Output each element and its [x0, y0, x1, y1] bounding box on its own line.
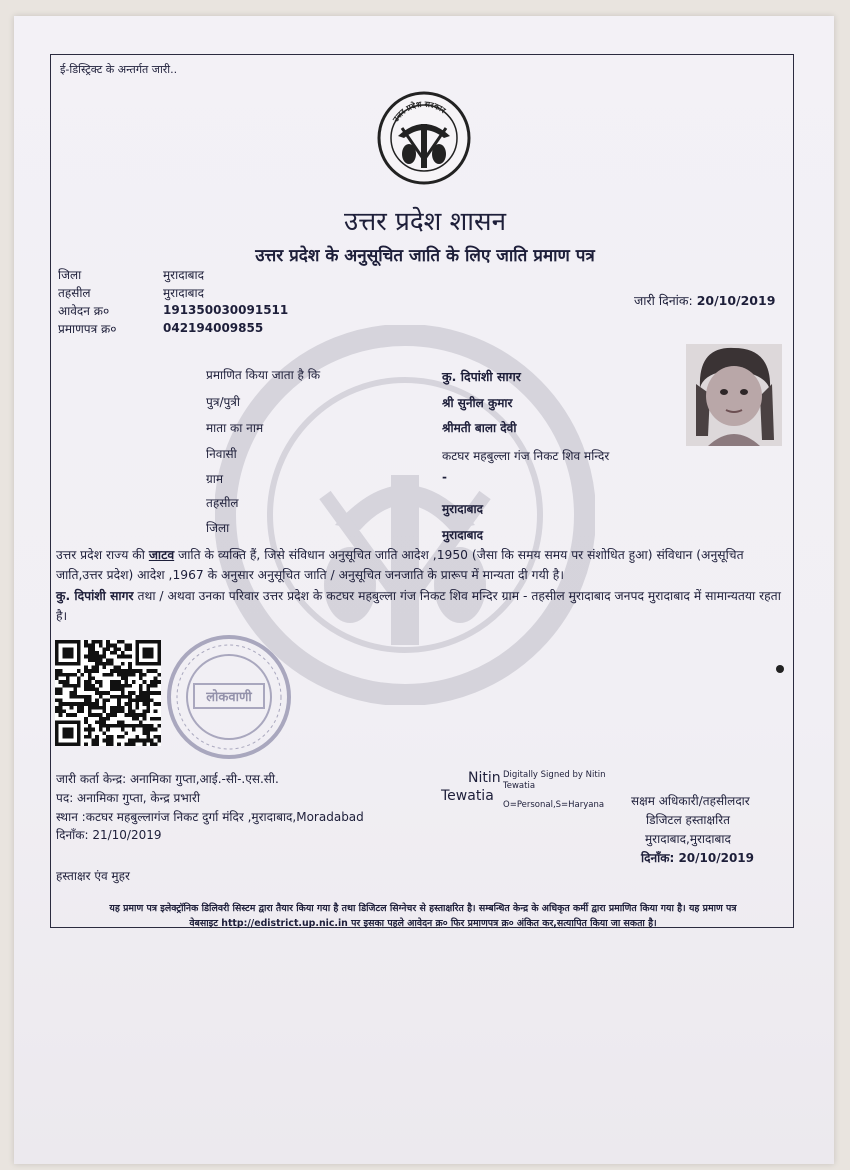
- detail-label-mother: माता का नाम: [206, 421, 264, 435]
- qr-code[interactable]: [55, 640, 161, 746]
- detail-label-village: ग्राम: [206, 472, 224, 486]
- detail-value-district: मुरादाबाद: [442, 528, 484, 542]
- detail-label-certified: प्रमाणित किया जाता है कि: [206, 368, 321, 382]
- footer-note-line-2: वेबसाइट http://edistrict.up.nic.in पर इसका पहले आवेदन क्र० फिर प्रमाणपत्र क्र० अंकित कर,सत्यापित किया जा सकता है।: [189, 918, 657, 929]
- residence-paragraph: [56, 586, 784, 626]
- signature-line-2: Tewatia: [503, 781, 536, 791]
- caste-statement-prefix: उत्तर प्रदेश राज्य की: [56, 548, 149, 562]
- issue-date-label: जारी दिनांक:: [634, 293, 693, 308]
- certificate-subtitle: उत्तर प्रदेश के अनुसूचित जाति के लिए जाति प्रमाण पत्र: [255, 246, 595, 266]
- page-title: उत्तर प्रदेश शासन: [343, 207, 507, 237]
- meta-value-certificate-no: 042194009855: [163, 321, 264, 335]
- detail-label-district: जिला: [206, 521, 230, 535]
- detail-value-mother: श्रीमती बाला देवी: [442, 421, 517, 435]
- detail-value-tehsil: मुरादाबाद: [442, 502, 484, 516]
- authority-title: सक्षम अधिकारी/तहसीलदार: [631, 794, 750, 808]
- detail-label-resident: निवासी: [206, 447, 237, 461]
- issuer-designation: पद: अनामिका गुप्ता, केन्द्र प्रभारी: [56, 791, 200, 805]
- meta-label-certificate-no: प्रमाणपत्र क्र०: [58, 322, 117, 336]
- sign-and-seal-label: हस्ताक्षर एंव मुहर: [56, 869, 130, 883]
- residence-statement: तथा / अथवा उनका परिवार उत्तर प्रदेश के कटघर महबुल्ला गंज निकट शिव मन्दिर ग्राम - तहसील मुरादाबाद जनपद मुरादाबाद में सामान्यतया रहता है।: [56, 589, 781, 623]
- meta-label-tehsil: तहसील: [58, 286, 91, 300]
- ink-dot: [776, 665, 784, 673]
- meta-value-district: मुरादाबाद: [163, 268, 205, 282]
- signer-first-name: Nitin: [468, 770, 501, 786]
- lokvani-stamp-icon: [164, 632, 294, 762]
- detail-value-father: श्री सुनील कुमार: [442, 396, 513, 410]
- meta-value-application-no: 191350030091511: [163, 303, 289, 317]
- meta-value-tehsil: मुरादाबाद: [163, 286, 205, 300]
- meta-label-district: जिला: [58, 268, 82, 282]
- caste-statement-paragraph: [56, 545, 784, 585]
- detail-value-address: कटघर महबुल्ला गंज निकट शिव मन्दिर: [442, 449, 610, 463]
- caste-name: जाटव: [148, 548, 175, 562]
- authority-digital-signed: डिजिटल हस्ताक्षरित: [646, 813, 730, 827]
- detail-value-name: कु. दिपांशी सागर: [442, 369, 521, 384]
- signer-last-name: Tewatia: [441, 788, 494, 804]
- residence-person-name: कु. दिपांशी सागर: [56, 589, 134, 603]
- stamp-text: लोकवाणी: [206, 690, 252, 705]
- issuer-location: स्थान :कटघर महबुल्लागंज निकट दुर्गा मंदिर ,मुरादाबाद,Moradabad: [56, 810, 364, 824]
- meta-label-application-no: आवेदन क्र०: [58, 304, 110, 318]
- issuer-date: दिनाँक: 21/10/2019: [56, 828, 162, 842]
- issue-date-value: 20/10/2019: [696, 293, 776, 308]
- issue-date: [634, 292, 775, 309]
- authority-date: दिनाँक: 20/10/2019: [641, 851, 755, 865]
- svg-text:उत्तर प्रदेश सरकार: उत्तर प्रदेश सरकार: [391, 99, 448, 124]
- applicant-photo: [686, 344, 782, 446]
- detail-label-tehsil: तहसील: [206, 496, 239, 510]
- caste-statement-suffix: जाति के व्यक्ति हैं, जिसे संविधान अनुसूचित जाति आदेश ,1950 (जैसा कि समय समय पर संशोधित हुआ) संविधान (अनुसूचित जाति,उत्तर प्रदेश) आदेश ,1967 के अनुसार अनुसूचित जाति / अनुसूचित जनजाति के प्रारूप में मान्यता दी गयी है।: [56, 548, 744, 582]
- authority-location: मुरादाबाद,मुरादाबाद: [645, 832, 731, 846]
- detail-label-child-of: पुत्र/पुत्री: [206, 395, 241, 409]
- issuing-center: जारी कर्ता केन्द्र: अनामिका गुप्ता,आई.-सी-.एस.सी.: [56, 772, 279, 786]
- detail-value-village: -: [442, 470, 447, 484]
- header-note: ई-डिस्ट्रिक्ट के अन्तर्गत जारी..: [60, 63, 178, 76]
- up-government-emblem-icon: [376, 90, 472, 186]
- signature-line-1: Digitally Signed by Nitin: [503, 770, 606, 780]
- signature-org: O=Personal,S=Haryana: [503, 800, 605, 810]
- footer-note-line-1: यह प्रमाण पत्र इलेक्ट्रॉनिक डिलिवरी सिस्टम द्वारा तैयार किया गया है तथा डिजिटल सिग्नेचर से हस्ताक्षरित है। सम्बन्धित केन्द्र के अधिकृत कर्मी द्वारा प्रमाणित किया गया है। यह प्रमाण पत्र: [109, 903, 737, 914]
